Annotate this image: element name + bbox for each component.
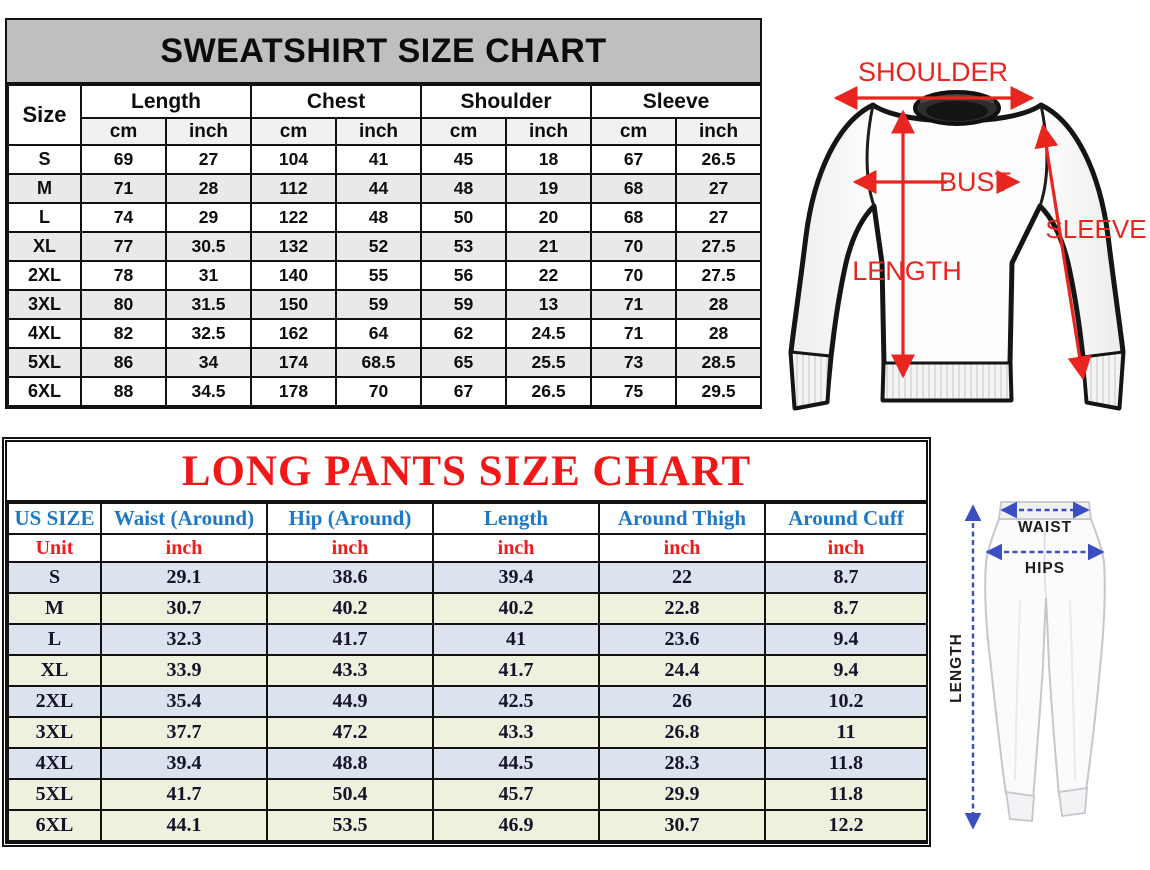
pants-measure-cell: 11: [765, 717, 927, 748]
sweatshirt-col-chest: Chest: [251, 85, 421, 118]
sweatshirt-measure-cell: 45: [421, 145, 506, 174]
sweatshirt-measure-cell: 82: [81, 319, 166, 348]
pants-measure-cell: 22: [599, 562, 765, 593]
pants-measure-cell: 28.3: [599, 748, 765, 779]
sweatshirt-size-label: 6XL: [8, 377, 81, 406]
pants-measure-cell: 53.5: [267, 810, 433, 841]
sweatshirt-size-label: M: [8, 174, 81, 203]
sweatshirt-measure-cell: 104: [251, 145, 336, 174]
sweatshirt-measure-cell: 55: [336, 261, 421, 290]
sweatshirt-measure-cell: 112: [251, 174, 336, 203]
sweatshirt-measure-cell: 31.5: [166, 290, 251, 319]
pants-size-row-6XL: [8, 810, 927, 841]
sweatshirt-collar-opening: [926, 101, 988, 121]
sweatshirt-measure-cell: 73: [591, 348, 676, 377]
pants-measure-cell: 11.8: [765, 748, 927, 779]
pants-size-row-S: [8, 562, 927, 593]
pants-unit-inch: inch: [267, 534, 433, 562]
sweatshirt-measure-cell: 27: [676, 174, 761, 203]
unit-cm: cm: [81, 118, 166, 145]
bust-label: BUST: [938, 167, 1012, 197]
pants-chart-title: LONG PANTS SIZE CHART: [7, 442, 926, 502]
sweatshirt-size-label: XL: [8, 232, 81, 261]
sweatshirt-measure-cell: 19: [506, 174, 591, 203]
sweatshirt-measure-cell: 71: [591, 319, 676, 348]
pants-size-row-L: [8, 624, 927, 655]
sweatshirt-measure-cell: 69: [81, 145, 166, 174]
sweatshirt-measure-cell: 25.5: [506, 348, 591, 377]
pants-measure-cell: 38.6: [267, 562, 433, 593]
pants-measurement-figure: [940, 440, 1150, 870]
sweatshirt-measure-cell: 68.5: [336, 348, 421, 377]
sweatshirt-size-row-6XL: [8, 377, 761, 406]
pants-size-label: M: [8, 593, 101, 624]
sweatshirt-measure-cell: 75: [591, 377, 676, 406]
sweatshirt-measure-cell: 122: [251, 203, 336, 232]
pants-size-chart: [2, 437, 931, 847]
sweatshirt-measure-cell: 41: [336, 145, 421, 174]
sweatshirt-size-row-4XL: [8, 319, 761, 348]
sleeve-label: SLEEVE: [1045, 214, 1147, 244]
pants-measure-cell: 10.2: [765, 686, 927, 717]
pants-measure-cell: 41.7: [101, 779, 267, 810]
unit-inch: inch: [336, 118, 421, 145]
pants-measure-cell: 43.3: [433, 717, 599, 748]
sweatshirt-measure-cell: 59: [336, 290, 421, 319]
sweatshirt-measure-cell: 50: [421, 203, 506, 232]
pants-measure-cell: 40.2: [267, 593, 433, 624]
pants-measure-cell: 8.7: [765, 593, 927, 624]
sweatshirt-measure-cell: 74: [81, 203, 166, 232]
sweatshirt-measure-cell: 178: [251, 377, 336, 406]
sweatshirt-measure-cell: 34: [166, 348, 251, 377]
sweatshirt-size-row-3XL: [8, 290, 761, 319]
sweatshirt-measure-cell: 68: [591, 174, 676, 203]
sweatshirt-measure-cell: 78: [81, 261, 166, 290]
pants-col-thigh: Around Thigh: [599, 503, 765, 534]
sweatshirt-measure-cell: 24.5: [506, 319, 591, 348]
sweatshirt-measure-cell: 34.5: [166, 377, 251, 406]
pants-size-label: S: [8, 562, 101, 593]
sweatshirt-measure-cell: 132: [251, 232, 336, 261]
sweatshirt-measure-cell: 44: [336, 174, 421, 203]
pants-unit-inch: inch: [433, 534, 599, 562]
pants-measure-cell: 39.4: [433, 562, 599, 593]
sweatshirt-measure-cell: 162: [251, 319, 336, 348]
pants-measure-cell: 41: [433, 624, 599, 655]
pants-col-hip: Hip (Around): [267, 503, 433, 534]
pants-measure-cell: 9.4: [765, 655, 927, 686]
pants-col-cuff: Around Cuff: [765, 503, 927, 534]
pants-unit-label: Unit: [8, 534, 101, 562]
unit-cm: cm: [421, 118, 506, 145]
sweatshirt-measure-cell: 28: [676, 290, 761, 319]
sweatshirt-measure-cell: 59: [421, 290, 506, 319]
pants-unit-inch: inch: [101, 534, 267, 562]
pants-measure-cell: 47.2: [267, 717, 433, 748]
pants-size-row-2XL: [8, 686, 927, 717]
sweatshirt-measure-cell: 53: [421, 232, 506, 261]
sweatshirt-measure-cell: 27: [676, 203, 761, 232]
pants-size-row-M: [8, 593, 927, 624]
pants-col-length: Length: [433, 503, 599, 534]
sweatshirt-measure-cell: 71: [591, 290, 676, 319]
sweatshirt-size-row-L: [8, 203, 761, 232]
sweatshirt-size-row-M: [8, 174, 761, 203]
unit-cm: cm: [251, 118, 336, 145]
pants-measure-cell: 41.7: [433, 655, 599, 686]
sweatshirt-measurement-figure: [770, 8, 1148, 430]
pants-measure-cell: 26: [599, 686, 765, 717]
sweatshirt-measure-cell: 80: [81, 290, 166, 319]
sweatshirt-measure-cell: 13: [506, 290, 591, 319]
sweatshirt-measure-cell: 88: [81, 377, 166, 406]
pants-measure-cell: 32.3: [101, 624, 267, 655]
pants-size-label: L: [8, 624, 101, 655]
pants-measure-cell: 42.5: [433, 686, 599, 717]
sweatshirt-size-label: S: [8, 145, 81, 174]
length-label: LENGTH: [852, 256, 962, 286]
sweatshirt-measure-cell: 32.5: [166, 319, 251, 348]
pants-measure-cell: 30.7: [599, 810, 765, 841]
sweatshirt-measure-cell: 26.5: [506, 377, 591, 406]
sweatshirt-measure-cell: 70: [591, 261, 676, 290]
unit-inch: inch: [676, 118, 761, 145]
sweatshirt-measure-cell: 174: [251, 348, 336, 377]
pants-size-label: 5XL: [8, 779, 101, 810]
pants-measure-cell: 33.9: [101, 655, 267, 686]
pants-measure-cell: 29.1: [101, 562, 267, 593]
pants-measure-cell: 23.6: [599, 624, 765, 655]
sweatshirt-size-label: 3XL: [8, 290, 81, 319]
pants-left-cuff: [1006, 792, 1034, 821]
sweatshirt-measure-cell: 86: [81, 348, 166, 377]
sweatshirt-size-row-XL: [8, 232, 761, 261]
sweatshirt-right-cuff: [1083, 352, 1123, 408]
pants-col-us-size: US SIZE: [8, 503, 101, 534]
sweatshirt-chart-title: SWEATSHIRT SIZE CHART: [7, 20, 760, 84]
pants-measure-cell: 50.4: [267, 779, 433, 810]
pants-size-row-3XL: [8, 717, 927, 748]
pants-unit-inch: inch: [765, 534, 927, 562]
sweatshirt-size-label: L: [8, 203, 81, 232]
sweatshirt-measure-cell: 70: [591, 232, 676, 261]
pants-size-label: XL: [8, 655, 101, 686]
pants-size-row-XL: [8, 655, 927, 686]
pants-illustration: [985, 502, 1105, 821]
sweatshirt-col-shoulder: Shoulder: [421, 85, 591, 118]
sweatshirt-measure-cell: 28.5: [676, 348, 761, 377]
sweatshirt-col-length: Length: [81, 85, 251, 118]
pants-measure-cell: 8.7: [765, 562, 927, 593]
sweatshirt-measure-cell: 28: [166, 174, 251, 203]
sweatshirt-measure-cell: 27.5: [676, 261, 761, 290]
sweatshirt-measure-cell: 64: [336, 319, 421, 348]
pants-measure-cell: 44.5: [433, 748, 599, 779]
pants-measure-cell: 11.8: [765, 779, 927, 810]
pants-table: [7, 502, 928, 842]
sweatshirt-measure-cell: 29: [166, 203, 251, 232]
sweatshirt-measure-cell: 31: [166, 261, 251, 290]
sweatshirt-measure-cell: 27.5: [676, 232, 761, 261]
unit-inch: inch: [506, 118, 591, 145]
sweatshirt-illustration: [791, 92, 1123, 408]
pants-measure-cell: 43.3: [267, 655, 433, 686]
pants-measure-cell: 41.7: [267, 624, 433, 655]
pants-size-row-5XL: [8, 779, 927, 810]
pants-measure-cell: 44.9: [267, 686, 433, 717]
sweatshirt-size-label: 2XL: [8, 261, 81, 290]
sweatshirt-measure-cell: 68: [591, 203, 676, 232]
shoulder-label: SHOULDER: [857, 57, 1009, 87]
pants-measure-cell: 26.8: [599, 717, 765, 748]
pants-measure-cell: 24.4: [599, 655, 765, 686]
unit-inch: inch: [166, 118, 251, 145]
sweatshirt-measure-cell: 28: [676, 319, 761, 348]
sweatshirt-measure-cell: 18: [506, 145, 591, 174]
pants-measure-cell: 29.9: [599, 779, 765, 810]
sweatshirt-measure-cell: 140: [251, 261, 336, 290]
pants-size-label: 4XL: [8, 748, 101, 779]
sweatshirt-table: [7, 84, 762, 407]
sweatshirt-size-label: 5XL: [8, 348, 81, 377]
pants-measure-cell: 9.4: [765, 624, 927, 655]
pants-measure-cell: 44.1: [101, 810, 267, 841]
sweatshirt-measure-cell: 48: [336, 203, 421, 232]
sweatshirt-left-cuff: [791, 352, 830, 408]
pants-measure-cell: 37.7: [101, 717, 267, 748]
pants-measure-cell: 46.9: [433, 810, 599, 841]
sweatshirt-measure-cell: 67: [421, 377, 506, 406]
pants-size-label: 3XL: [8, 717, 101, 748]
pants-measure-cell: 35.4: [101, 686, 267, 717]
sweatshirt-measure-cell: 21: [506, 232, 591, 261]
sweatshirt-measure-cell: 150: [251, 290, 336, 319]
sweatshirt-measure-cell: 62: [421, 319, 506, 348]
hips-label: HIPS: [1024, 560, 1066, 577]
sweatshirt-measure-cell: 56: [421, 261, 506, 290]
pants-measure-cell: 39.4: [101, 748, 267, 779]
sweatshirt-size-chart: [5, 18, 762, 409]
sweatshirt-measure-cell: 20: [506, 203, 591, 232]
pants-size-label: 6XL: [8, 810, 101, 841]
sweatshirt-measure-cell: 30.5: [166, 232, 251, 261]
sweatshirt-measure-cell: 22: [506, 261, 591, 290]
pants-measure-cell: 45.7: [433, 779, 599, 810]
sweatshirt-measure-cell: 70: [336, 377, 421, 406]
sweatshirt-measure-cell: 26.5: [676, 145, 761, 174]
pants-measure-cell: 22.8: [599, 593, 765, 624]
sweatshirt-measure-cell: 65: [421, 348, 506, 377]
pants-right-cuff: [1059, 788, 1087, 816]
waist-label: WAIST: [1017, 519, 1073, 536]
sweatshirt-size-row-5XL: [8, 348, 761, 377]
sweatshirt-measure-cell: 71: [81, 174, 166, 203]
sweatshirt-size-label: 4XL: [8, 319, 81, 348]
sweatshirt-size-row-2XL: [8, 261, 761, 290]
sweatshirt-measure-cell: 48: [421, 174, 506, 203]
sweatshirt-col-sleeve: Sleeve: [591, 85, 761, 118]
unit-cm: cm: [591, 118, 676, 145]
sweatshirt-measure-cell: 77: [81, 232, 166, 261]
sweatshirt-measure-cell: 29.5: [676, 377, 761, 406]
sweatshirt-measure-cell: 67: [591, 145, 676, 174]
pants-size-row-4XL: [8, 748, 927, 779]
sweatshirt-col-size: Size: [8, 85, 81, 145]
pants-measure-cell: 48.8: [267, 748, 433, 779]
pants-unit-inch: inch: [599, 534, 765, 562]
pants-measure-cell: 40.2: [433, 593, 599, 624]
sweatshirt-measure-cell: 27: [166, 145, 251, 174]
pants-length-label: LENGTH: [948, 633, 965, 703]
pants-col-waist: Waist (Around): [101, 503, 267, 534]
pants-measure-cell: 30.7: [101, 593, 267, 624]
pants-measure-cell: 12.2: [765, 810, 927, 841]
sweatshirt-size-row-S: [8, 145, 761, 174]
pants-size-label: 2XL: [8, 686, 101, 717]
sweatshirt-measure-cell: 52: [336, 232, 421, 261]
